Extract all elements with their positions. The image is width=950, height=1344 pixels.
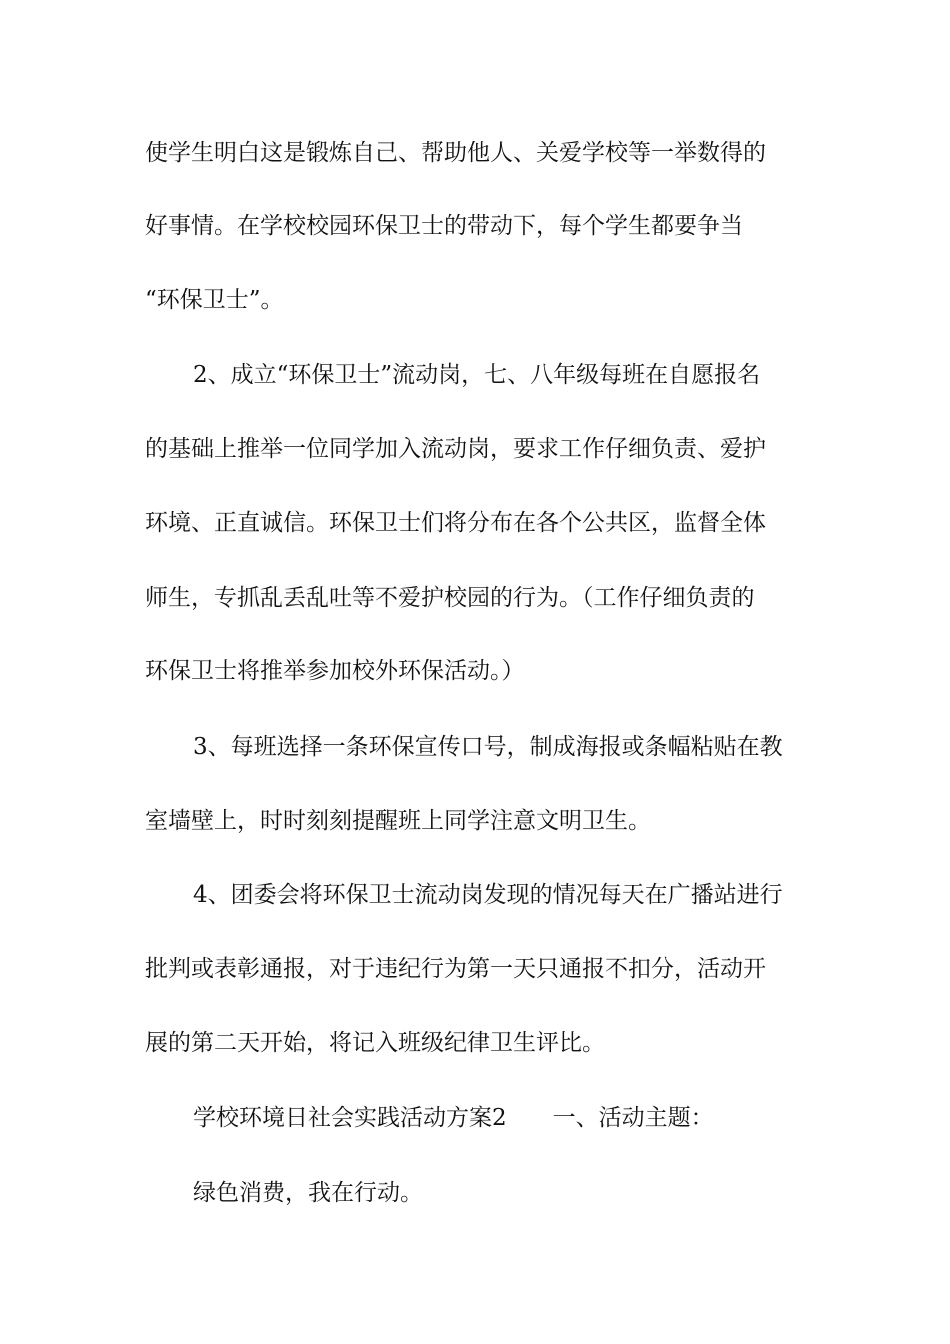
paragraph-line: 环保卫士将推举参加校外环保活动。） [145,658,525,684]
theme-text: 绿色消费，我在行动。 [193,1180,423,1206]
paragraph-line: 展的第二天开始，将记入班级纪律卫生评比。 [145,1030,605,1056]
paragraph-line: 4、团委会将环保卫士流动岗发现的情况每天在广播站进行 [193,882,783,908]
section-title-line [193,1103,873,1133]
paragraph-line: 2、成立“环保卫士”流动岗，七、八年级每班在自愿报名 [193,362,761,388]
paragraph-line: 好事情。在学校校园环保卫士的带动下，每个学生都要争当 [145,213,743,239]
paragraph-line: 环境、正直诚信。环保卫士们将分布在各个公共区，监督全体 [145,510,766,536]
section-title: 学校环境日社会实践活动方案2 [193,1105,507,1131]
paragraph-line: 批判或表彰通报，对于违纪行为第一天只通报不扣分，活动开 [145,956,766,982]
paragraph-line: 师生，专抓乱丢乱吐等不爱护校园的行为。（工作仔细负责的 [145,585,755,611]
paragraph-line: “环保卫士”。 [145,287,284,313]
section-heading: 一、活动主题： [552,1105,714,1131]
paragraph-line: 使学生明白这是锻炼自己、帮助他人、关爱学校等一举数得的 [145,140,766,166]
paragraph-line: 室墙壁上，时时刻刻提醒班上同学注意文明卫生。 [145,808,651,834]
paragraph-line: 的基础上推举一位同学加入流动岗，要求工作仔细负责、爱护 [145,436,766,462]
paragraph-line: 3、每班选择一条环保宣传口号，制成海报或条幅粘贴在教 [193,734,783,760]
